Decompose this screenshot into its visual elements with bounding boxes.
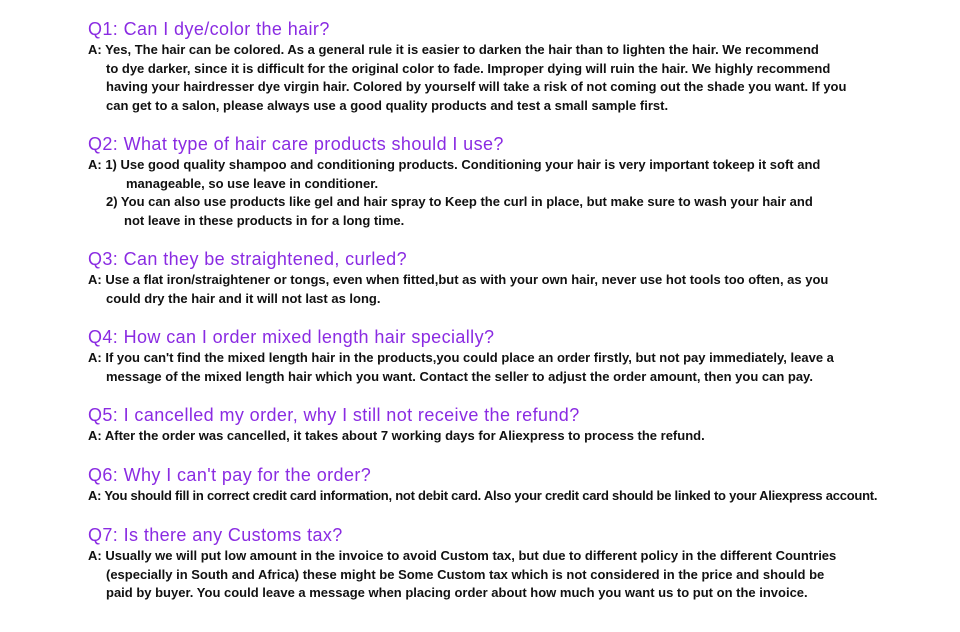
answer-line: 2) You can also use products like gel and hair spray to Keep the curl in place, but make sure to wash your hair and [106,194,813,209]
faq-question-6: Q6: Why I can't pay for the order? [88,465,372,485]
answer-line: manageable, so use leave in conditioner. [126,175,379,191]
faq-question-4: Q4: How can I order mixed length hair specially? [88,327,495,347]
answer-line: A: Usually we will put low amount in the invoice to avoid Custom tax, but due to different policy in the different Countries [88,548,837,563]
faq-question-5: Q5: I cancelled my order, why I still not receive the refund? [88,405,580,425]
answer-line: A: After the order was cancelled, it takes about 7 working days for Aliexpress to process the refund. [88,428,705,443]
faq-question-1: Q1: Can I dye/color the hair? [88,19,330,39]
answer-line: could dry the hair and it will not last as long. [106,290,381,306]
faq-item-1 [88,18,906,115]
faq-answer-7 [88,547,906,603]
answer-line: A: You should fill in correct credit card information, not debit card. Also your credit card should be linked to your Aliexpress account. [88,488,878,503]
answer-line: having your hairdresser dye virgin hair. Colored by yourself will take a risk of not coming out the shade you want. If you [106,79,847,94]
faq-question-2: Q2: What type of hair care products should I use? [88,134,504,154]
faq-item-6 [88,464,906,506]
faq-item-4 [88,326,906,386]
answer-line: can get to a salon, please always use a good quality products and test a small sample first. [106,97,669,113]
answer-line: message of the mixed length hair which you want. Contact the seller to adjust the order amount, then you can pay. [106,368,813,384]
faq-answer-6 [88,487,906,506]
faq-item-7 [88,524,906,603]
faq-item-2 [88,133,906,230]
answer-line: A: If you can't find the mixed length hair in the products,you could place an order firstly, but not pay immediately, leave a [88,350,834,365]
faq-question-3: Q3: Can they be straightened, curled? [88,249,407,269]
faq-item-3 [88,248,906,308]
faq-question-7: Q7: Is there any Customs tax? [88,525,343,545]
answer-line: A: 1) Use good quality shampoo and conditioning products. Conditioning your hair is very important tokeep it soft and [88,157,821,172]
faq-answer-4 [88,349,906,386]
answer-line: A: Yes, The hair can be colored. As a general rule it is easier to darken the hair than to lighten the hair. We recommend [88,42,819,57]
faq-item-5 [88,404,906,446]
answer-line: not leave in these products in for a long time. [124,212,405,228]
faq-answer-2 [88,156,906,230]
answer-line: paid by buyer. You could leave a message when placing order about how much you want us to put on the invoice. [106,585,808,600]
faq-answer-3 [88,271,906,308]
faq-answer-1 [88,41,906,115]
faq-answer-5 [88,427,906,446]
answer-line: to dye darker, since it is difficult for the original color to fade. Improper dying will ruin the hair. We highly recommend [106,60,831,76]
answer-line: (especially in South and Africa) these might be Some Custom tax which is not considered in the price and should be [106,566,825,582]
answer-line: A: Use a flat iron/straightener or tongs, even when fitted,but as with your own hair, never use hot tools too often, as you [88,272,829,287]
